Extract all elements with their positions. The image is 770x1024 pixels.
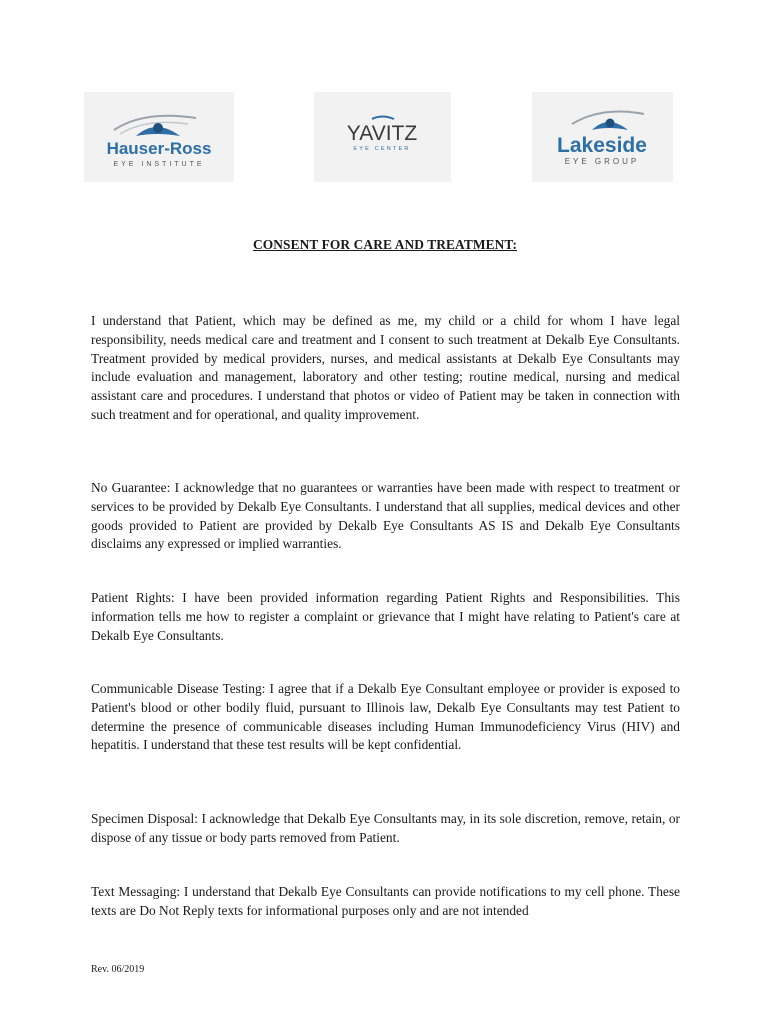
specimen-disposal-paragraph: Specimen Disposal: I acknowledge that Dekalb Eye Consultants may, in its sole discretion, remove, retain, or dispose of any tissue or body parts removed from Patient. [91, 811, 680, 845]
patient-rights-paragraph: Patient Rights: I have been provided information regarding Patient Rights and Responsibilities. This information tells me how to register a complaint or grievance that I might have relating to Patient's care at Dekalb Eye Consultants. [91, 590, 680, 643]
lakeside-tagline: EYE GROUP [564, 157, 640, 166]
no-guarantee-paragraph: No Guarantee: I acknowledge that no guarantees or warranties have been made with respect to treatment or services to be provided by Dekalb Eye Consultants. I understand that all supplies, medical devices and other goods provided to Patient are provided by Dekalb Eye Consultants AS IS and Dekalb Eye Consultants disclaims any expressed or implied warranties. [91, 480, 680, 552]
yavitz-brand: YAVITZ [346, 122, 418, 145]
yavitz-logo [314, 92, 451, 182]
document-title: CONSENT FOR CARE AND TREATMENT: [253, 237, 517, 252]
yavitz-tagline: EYE CENTER [353, 146, 411, 152]
text-messaging-paragraph: Text Messaging: I understand that Dekalb Eye Consultants can provide notifications to my cell phone. These texts are Do Not Reply texts for informational purposes only and are not intended [91, 884, 680, 918]
hauser-ross-tagline: EYE INSTITUTE [113, 161, 205, 168]
revision-footer: Rev. 06/2019 [91, 964, 145, 975]
lakeside-logo [532, 92, 673, 182]
disease-testing-paragraph: Communicable Disease Testing: I agree that if a Dekalb Eye Consultant employee or provider is exposed to Patient's blood or other bodily fluid, pursuant to Illinois law, Dekalb Eye Consultants may test Patient to determine the presence of communicable diseases including Human Immunodeficiency Virus (HIV) and hepatitis. I understand that these test results will be kept confidential. [91, 681, 680, 753]
hauser-ross-eye-icon [84, 92, 234, 182]
hauser-ross-brand: Hauser-Ross [106, 139, 212, 158]
lakeside-brand: Lakeside [557, 134, 647, 157]
hauser-ross-logo [84, 92, 234, 182]
yavitz-logo-mark [314, 92, 451, 182]
consent-intro-paragraph: I understand that Patient, which may be defined as me, my child or a child for whom I have legal responsibility, needs medical care and treatment and I consent to such treatment at Dekalb Eye Consultants. Treatment provided by medical providers, nurses, and medical assistants at Dekalb Eye Consultants may include evaluation and management, laboratory and other testing; routine medical, nursing and medical assistant care and procedures. I understand that photos or video of Patient may be taken in connection with such treatment and for operational, and quality improvement. [91, 313, 680, 422]
lakeside-eye-icon [532, 92, 673, 182]
